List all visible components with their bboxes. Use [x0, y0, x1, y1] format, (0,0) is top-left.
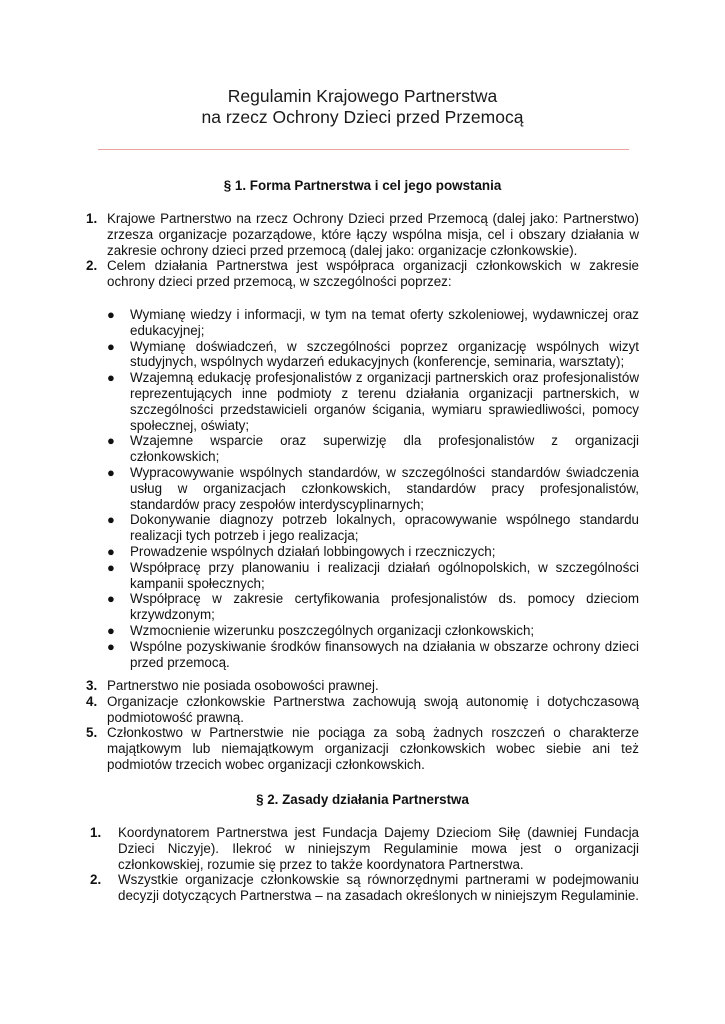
bullet-icon: ●	[107, 512, 115, 528]
section-2-list	[90, 825, 639, 904]
bullet-icon: ●	[107, 591, 115, 607]
list-item	[90, 825, 639, 872]
bullet-item	[107, 370, 639, 433]
section-1-list-b	[86, 678, 639, 773]
bullet-text: Wzmocnienie wizerunku poszczególnych organizacji członkowskich;	[130, 622, 535, 638]
bullet-icon: ●	[107, 638, 115, 654]
list-item	[86, 693, 639, 726]
list-number: 1.	[86, 211, 98, 226]
goals-bullet-list	[107, 307, 639, 670]
section-2-heading: § 2. Zasady działania Partnerstwa	[256, 792, 469, 807]
title-line-1: Regulamin Krajowego Partnerstwa	[227, 86, 498, 106]
bullet-item	[107, 338, 639, 371]
list-text: Koordynatorem Partnerstwa jest Fundacja Dajemy Dzieciom Siłę (dawniej Fundacja Dzieci Niczyje). Ilekroć w niniejszym Regulaminie mowa jest o organizacji członkowskiej, rozumie się przez to także koordynatora Partnerstwa.	[118, 825, 639, 872]
list-number: 3.	[86, 678, 98, 693]
bullet-text: Współpracę przy planowaniu i realizacji działań ogólnopolskich, w szczególności kampanii społecznych;	[130, 559, 639, 591]
list-number: 4.	[86, 693, 98, 709]
title-divider	[98, 149, 629, 150]
bullet-icon: ●	[107, 464, 115, 480]
bullet-icon: ●	[107, 370, 115, 386]
list-item	[86, 678, 639, 694]
bullet-icon: ●	[107, 543, 115, 559]
list-text: Partnerstwo nie posiada osobowości prawnej.	[107, 678, 379, 693]
list-item	[86, 211, 639, 258]
bullet-text: Współpracę w zakresie certyfikowania profesjonalistów ds. pomocy dzieciom krzywdzonym;	[130, 591, 639, 623]
bullet-icon: ●	[107, 622, 115, 638]
section-1-list-a	[86, 211, 639, 290]
list-number: 1.	[90, 825, 102, 840]
bullet-text: Dokonywanie diagnozy potrzeb lokalnych, opracowywanie wspólnego standardu realizacji tych potrzeb i jego realizacja;	[130, 512, 639, 544]
bullet-icon: ●	[107, 338, 115, 354]
list-text: Członkostwo w Partnerstwie nie pociąga za sobą żadnych roszczeń o charakterze majątkowym lub niemajątkowym organizacji członkowskich wobec siebie ani też podmiotów trzecich wobec organizacji członkowskich.	[107, 725, 639, 772]
list-text: Wszystkie organizacje członkowskie są równorzędnymi partnerami w podejmowaniu decyzji dotyczących Partnerstwa – na zasadach określonych w niniejszym Regulaminie.	[118, 872, 639, 904]
bullet-item	[107, 433, 639, 465]
bullet-item	[107, 638, 639, 671]
list-number: 5.	[86, 725, 98, 741]
bullet-item	[107, 307, 639, 339]
list-text: Organizacje członkowskie Partnerstwa zachowują swoją autonomię i dotychczasową podmiotowość prawną.	[107, 693, 639, 725]
list-item	[86, 258, 639, 290]
list-text: Celem działania Partnerstwa jest współpraca organizacji członkowskich w zakresie ochrony dzieci przed przemocą, w szczególności poprzez:	[107, 258, 639, 290]
bullet-text: Prowadzenie wspólnych działań lobbingowych i rzeczniczych;	[130, 543, 496, 559]
bullet-text: Wypracowywanie wspólnych standardów, w szczególności standardów świadczenia usług w organizacjach członkowskich, standardów pracy profesjonalistów, standardów pracy zespołów interdyscyplinarnych;	[130, 464, 639, 512]
bullet-icon: ●	[107, 307, 115, 322]
bullet-item	[107, 622, 639, 639]
bullet-icon: ●	[107, 559, 115, 575]
list-item	[86, 725, 639, 772]
document-title	[0, 86, 725, 128]
bullet-text: Wspólne pozyskiwanie środków finansowych na działania w obszarze ochrony dzieci przed przemocą.	[130, 638, 639, 670]
bullet-item	[107, 559, 639, 592]
section-1-heading: § 1. Forma Partnerstwa i cel jego powstania	[223, 178, 502, 193]
list-item	[90, 872, 639, 904]
bullet-item	[107, 543, 639, 560]
bullet-text: Wymianę doświadczeń, w szczególności poprzez organizację wspólnych wizyt studyjnych, wspólnych wydarzeń edukacyjnych (konferencje, seminaria, warsztaty);	[130, 338, 639, 370]
bullet-icon: ●	[107, 433, 115, 449]
list-number: 2.	[86, 258, 98, 274]
bullet-item	[107, 512, 639, 544]
list-text: Krajowe Partnerstwo na rzecz Ochrony Dzieci przed Przemocą (dalej jako: Partnerstwo) zrzesza organizacje pozarządowe, które łączy wspólna misja, cel i obszary działania w zakresie ochrony dzieci przed przemocą (dalej jako: organizacje członkowskie).	[107, 211, 639, 258]
bullet-item	[107, 464, 639, 512]
title-line-2: na rzecz Ochrony Dzieci przed Przemocą	[201, 107, 524, 127]
list-number: 2.	[90, 872, 102, 888]
bullet-item	[107, 591, 639, 623]
bullet-text: Wymianę wiedzy i informacji, w tym na temat oferty szkoleniowej, wydawniczej oraz edukacyjnej;	[130, 307, 639, 338]
bullet-text: Wzajemne wsparcie oraz superwizję dla profesjonalistów z organizacji członkowskich;	[130, 433, 639, 465]
bullet-text: Wzajemną edukację profesjonalistów z organizacji partnerskich oraz profesjonalistów reprezentujących inne podmioty z terenu działania organizacji partnerskich, w szczególności przedstawicieli organów ścigania, wymiaru sprawiedliwości, pomocy społecznej, oświaty;	[130, 370, 639, 433]
